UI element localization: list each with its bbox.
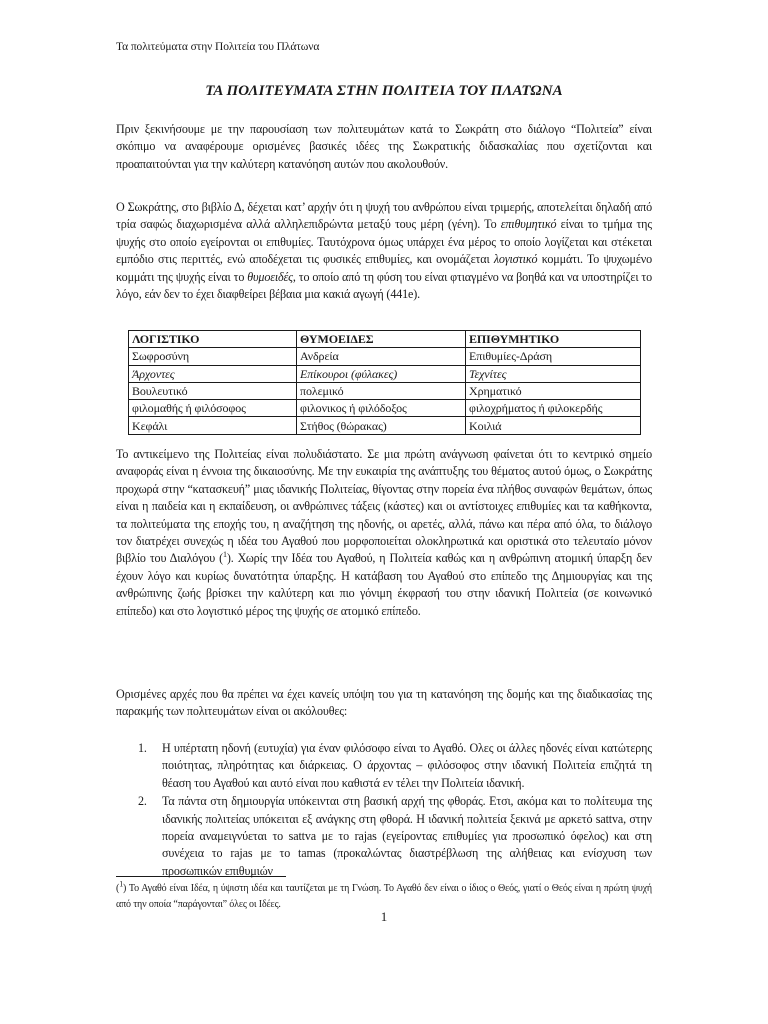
republic-text-2: ). Χωρίς την Ιδέα του Αγαθού, η Πολιτεία καθώς και η ανθρώπινη ατομική ύπαρξη δεν έχουν λόγο και κυρίως δυνατότητα ύπαρξης. Η κατάβαση του Αγαθού στο επίπεδο της Δημιουργίας και της ανθρώπινης ζωής βρίσκει την καλύτερη και πιο γόνιμη έκφρασή του στην ιδανική Πολιτεία (σε κοινωνικό επίπεδο) και στο λογιστικό μέρος της ψυχής σε ατομικό επίπεδο. xyxy=(116,551,652,618)
footnote-text: Το Αγαθό είναι Ιδέα, η ύψιστη ιδέα και ταυτίζεται με τη Γνώση. Το Αγαθό δεν είναι ο ίδιος ο Θεός, γιατί ο Θεός είναι η πρώτη ψυχή από την οποία “παράγονται” όλες οι Ιδέες. xyxy=(116,883,652,910)
table-cell: Τεχνίτες xyxy=(466,365,641,382)
table-cell: πολεμικό xyxy=(297,382,466,399)
principles-intro: Ορισμένες αρχές που θα πρέπει να έχει κανείς υπόψη του για τη κατανόηση της δομής και της διαδικασίας της παρακμής των πολιτευμάτων είναι οι ακόλουθες: xyxy=(116,687,652,719)
table-cell: Σωφροσύνη xyxy=(129,348,297,365)
table-header-cell: ΕΠΙΘΥΜΗΤΙΚΟ xyxy=(466,331,641,348)
republic-text-1: Το αντικείμενο της Πολιτείας είναι πολυδιάστατο. Σε μια πρώτη ανάγνωση φαίνεται ότι το κεντρικό σημείο αναφοράς είναι η έννοια της δικαιοσύνης. Με την ευκαιρία της ανάπτυξης του θέματος αυτού όμως, ο Σωκράτης προχωρά στην “κατασκευή” μιας ιδανικής Πολιτείας, θίγοντας στην πορεία ένα πλήθος συναφών θεμάτων, όπως είναι η παιδεία και η εκπαίδευση, οι ανθρώπινες τάξεις (κάστες) και οι αντίστοιχες επιθυμίες και τα καθήκοντα, τα πολιτεύματα της εποχής του, η αναζήτηση της ηδονής, οι αρετές, αλλά, πάνω και πέρα από όλα, το διάλογο τον διατρέχει συνεχώς η ιδέα του Αγαθού που μορφοποιείται ολοκληρωτικά και οριστικά στο τελευταίο μόνον βιβλίο του Διαλόγου ( xyxy=(116,447,652,566)
principles-list xyxy=(116,740,652,880)
term-epithymitiko: επιθυμητικό xyxy=(500,217,557,232)
republic-paragraph xyxy=(116,446,652,620)
table-cell: φιλονικος ή φιλόδοξος xyxy=(297,400,466,417)
table-cell: Κεφάλι xyxy=(129,417,297,434)
soul-parts-table xyxy=(128,330,641,435)
footnote-reference[interactable]: 1 xyxy=(223,550,227,560)
footnote: ($^1$) Το Αγαθό είναι Ιδέα, η ύψιστη ιδέα και ταυτίζεται με τη Γνώση. Το Αγαθό δεν είναι ο ίδιος ο Θεός, γιατί ο Θεός είναι η πρώτη ψυχή από την οποία “παράγονται” όλες οι Ιδέες. xyxy=(116,879,652,910)
list-item xyxy=(116,793,652,880)
soul-text-3: κομμάτι. Το ψυχωμένο κομμάτι της ψυχής είναι το xyxy=(116,252,652,284)
table-cell: Κοιλιά xyxy=(466,417,641,434)
footnote-marker: 1 xyxy=(119,879,124,889)
table-cell: Άρχοντες xyxy=(129,365,297,382)
table-cell: Στήθος (θώρακας) xyxy=(297,417,466,434)
list-item-text: Τα πάντα στη δημιουργία υπόκεινται στη βασική αρχή της φθοράς. Ετσι, ακόμα και το πολίτευμα της ιδανικής πολιτείας υπόκειται εξ ανάγκης στη φθορά. Η ιδανική πολιτεία ξεκινά με αρκετό sattva, στην πορεία αναμειγνύεται το sattva με το rajas (εγείροντας επιθυμίες για προσωπικό όφελος) και στη συνέχεια το rajas με το tamas (προκαλώντας διαστρέβλωση της αλήθειας και ενίσχυση των προσωπικών επιθυμιών xyxy=(162,794,652,878)
table-cell: φιλοχρήματος ή φιλοκερδής xyxy=(466,400,641,417)
list-item-text: Η υπέρτατη ηδονή (ευτυχία) για έναν φιλόσοφο είναι το Αγαθό. Ολες οι άλλες ηδονές είναι κατώτερης ποιότητας, πληρότητας και διάρκειας. Ο άρχοντας – φιλόσοφος στην ιδανική Πολιτεία επιζητά τη θέαση του Αγαθού και αυτό είναι που καθιστά εν τέλει την Πολιτεία ιδανική. xyxy=(162,741,652,790)
list-item-number: 1. xyxy=(138,741,147,755)
table-cell: φιλομαθής ή φιλόσοφος xyxy=(129,400,297,417)
soul-text-4: , το οποίο από τη φύση του είναι φτιαγμένο να βοηθά και να υποστηρίζει το λόγο, εάν δεν το έχει διαφθείρει βέβαια μια κακιά αγωγή (441e). xyxy=(116,269,653,302)
table-cell: Επίκουροι (φύλακες) xyxy=(297,365,466,382)
table-cell: Επιθυμίες-Δράση xyxy=(466,348,641,365)
table-row xyxy=(129,382,641,399)
term-thymoeides: θυμοειδές xyxy=(247,269,293,284)
soul-text-1: Ο Σωκράτης, στο βιβλίο Δ, δέχεται κατ’ αρχήν ότι η ψυχή του ανθρώπου είναι τριμερής, αποτελείται δηλαδή από τρία σαφώς διαχωρισμένα αλλά αλληλεπιδρώντα μεταξύ τους μέρη (γένη). Το xyxy=(116,200,652,232)
table-row xyxy=(129,365,641,382)
table-header-row xyxy=(129,331,641,348)
soul-paragraph xyxy=(116,199,652,303)
table-row xyxy=(129,400,641,417)
footnote-divider xyxy=(116,876,286,877)
term-logistiko: λογιστικό xyxy=(493,252,538,267)
list-item xyxy=(116,740,652,792)
table-cell: Χρηματικό xyxy=(466,382,641,399)
soul-text-2: είναι το τμήμα της ψυχής στο οποίο εγείρονται οι επιθυμίες. Ταυτόχρονα όμως υπάρχει ένα μέρος το οποίο λογίζεται και στέκεται εμπόδιο στις περιττές, ενώ αποδέχεται τις φυσικές επιθυμίες, και ονομάζεται xyxy=(116,217,652,267)
table-row xyxy=(129,417,641,434)
document-title: ΤΑ ΠΟΛΙΤΕΥΜΑΤΑ ΣΤΗΝ ΠΟΛΙΤΕΙΑ ΤΟΥ ΠΛΑΤΩΝΑ xyxy=(205,83,563,99)
table-cell: Βουλευτικό xyxy=(129,382,297,399)
table-row xyxy=(129,348,641,365)
list-item-number: 2. xyxy=(138,794,147,809)
table-cell: Ανδρεία xyxy=(297,348,466,365)
table-header-cell: ΘΥΜΟΕΙΔΕΣ xyxy=(297,331,466,348)
running-header: Τα πολιτεύματα στην Πολιτεία του Πλάτωνα xyxy=(116,41,320,53)
page-number: 1 xyxy=(380,909,388,924)
table-header-cell: ΛΟΓΙΣΤΙΚΟ xyxy=(129,331,297,348)
intro-paragraph: Πριν ξεκινήσουμε με την παρουσίαση των πολιτευμάτων κατά το Σωκράτη στο διάλογο “Πολιτεία” είναι σκόπιμο να αναφέρουμε ορισμένες βασικές ιδέες της Σωκρατικής διδασκαλίας που σχετίζονται και προαπαιτούνται για την καλύτερη κατανόηση αυτών που ακολουθούν. xyxy=(116,122,652,171)
